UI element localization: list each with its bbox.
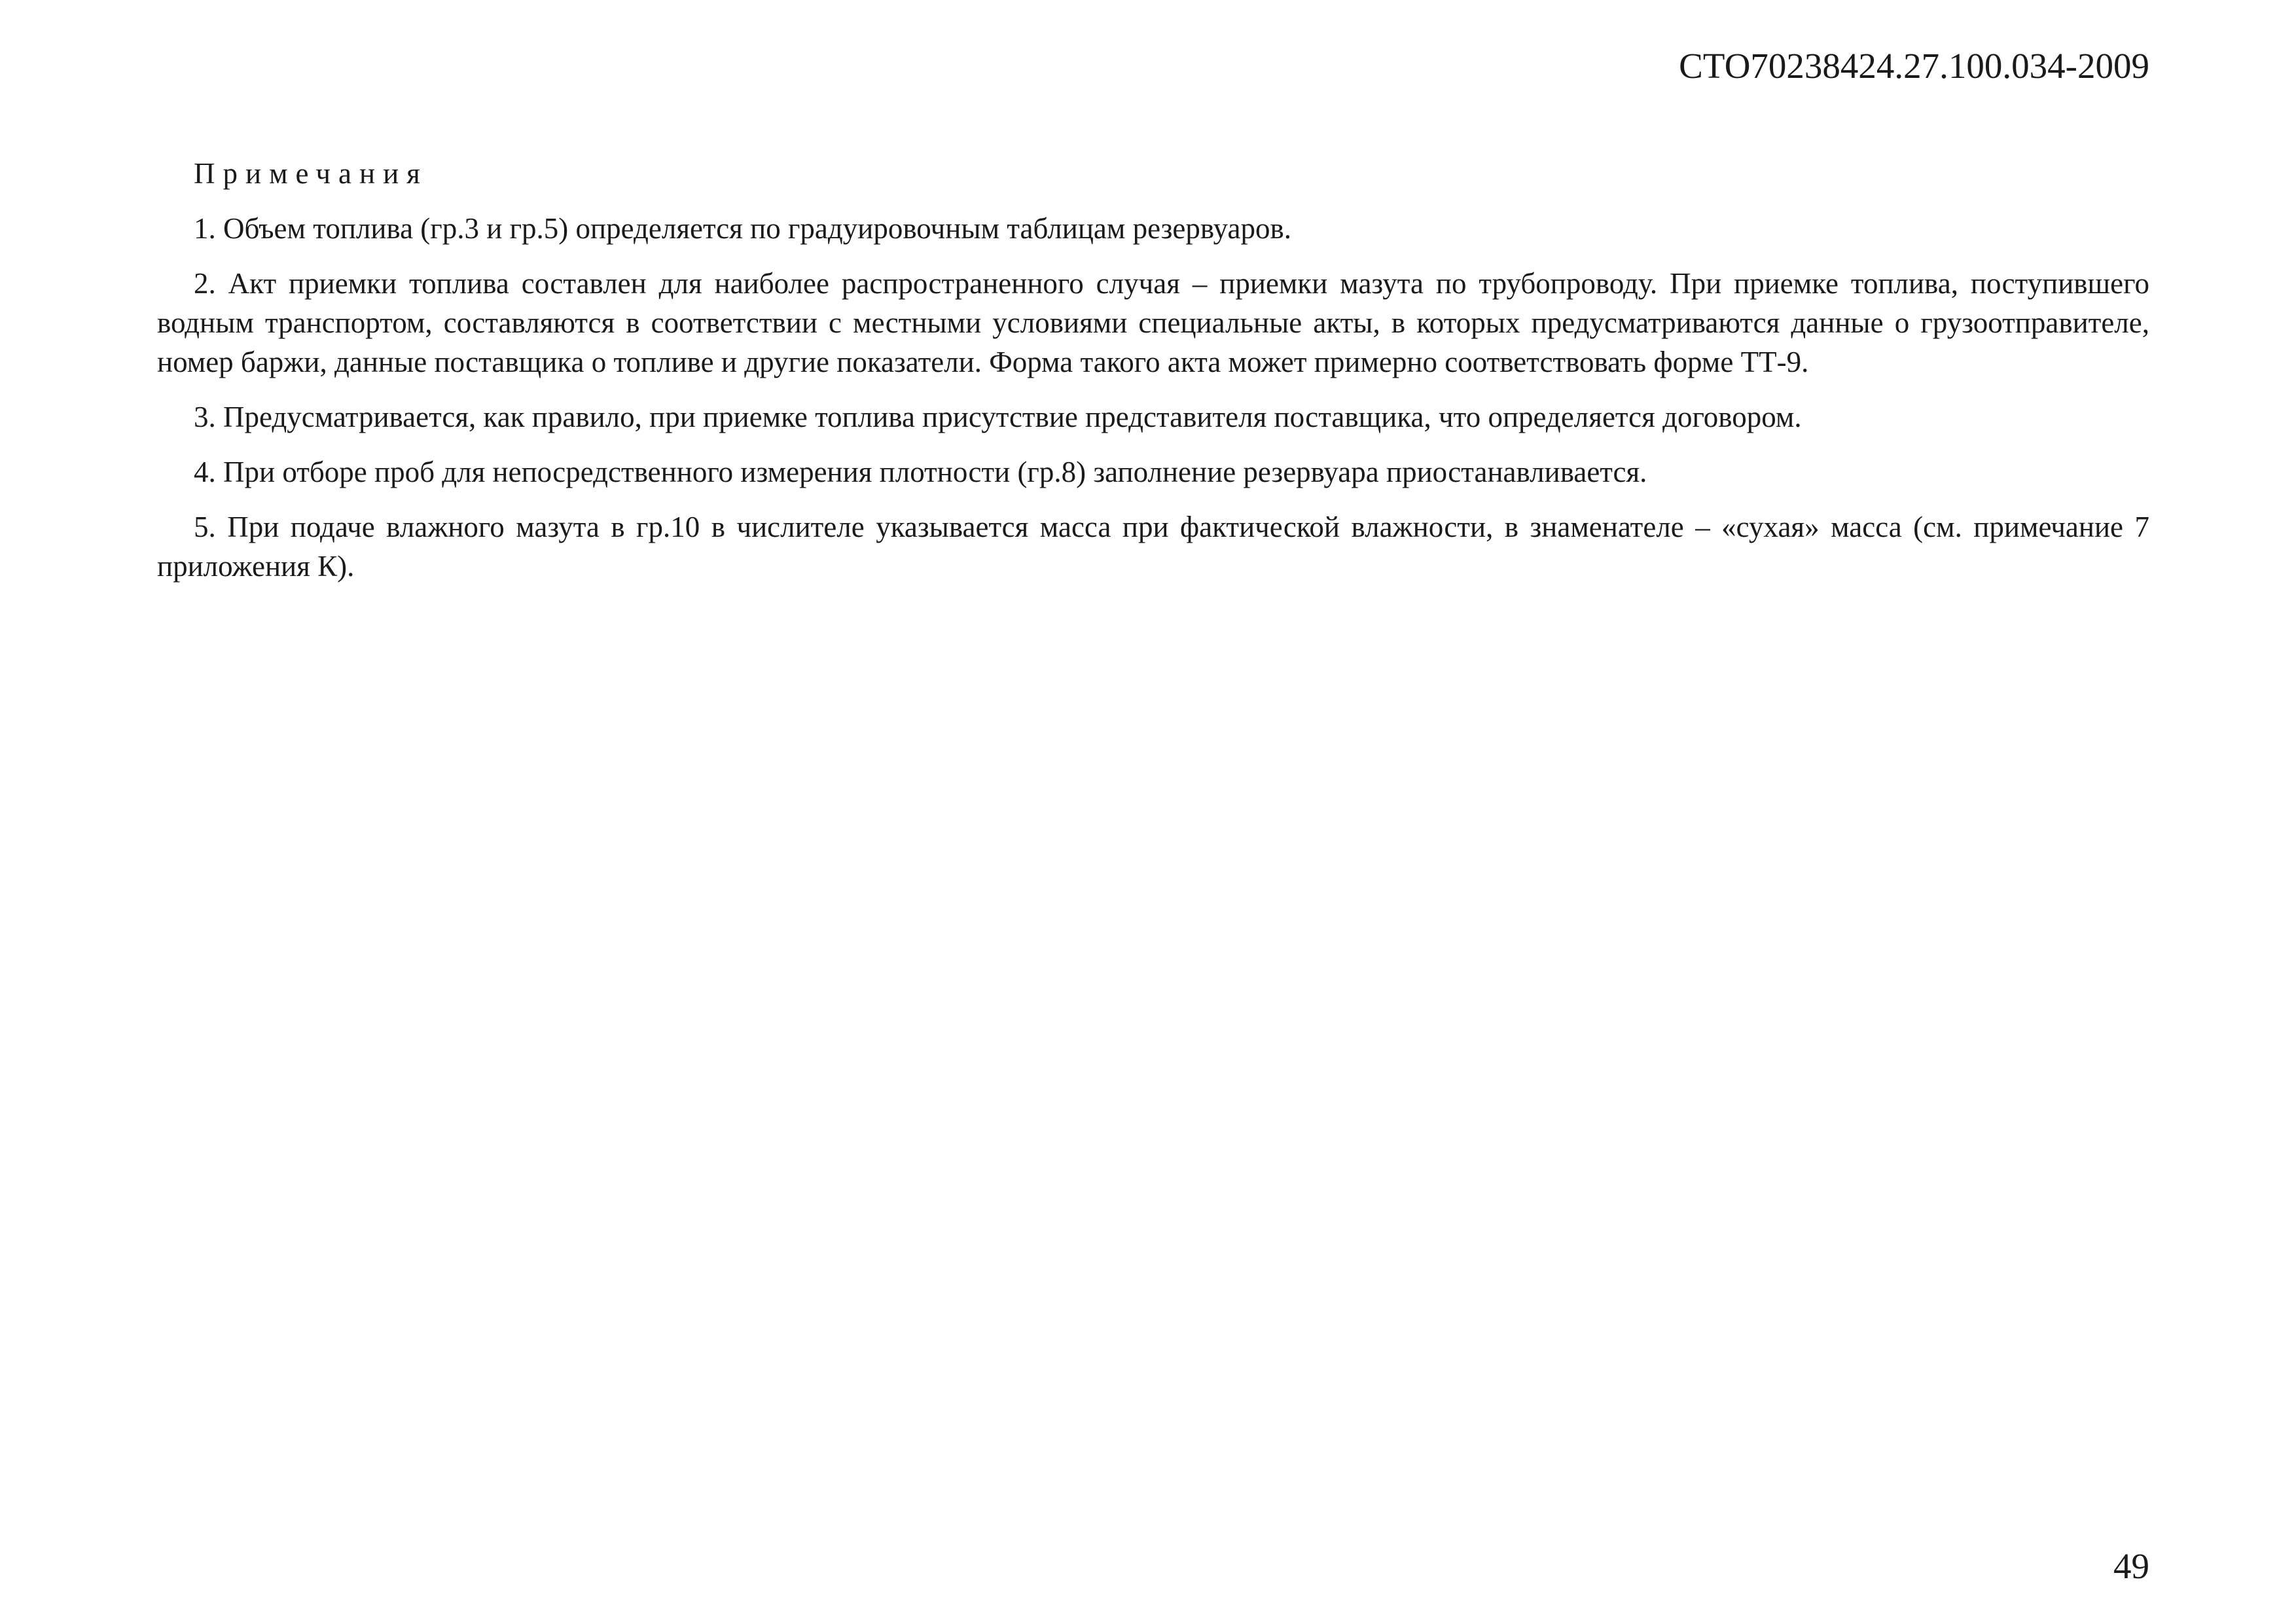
document-code: СТО70238424.27.100.034-2009 (1679, 46, 2149, 86)
note-item-3: 3. Предусматривается, как правило, при приемке топлива присутствие представителя поставщика, что определяется договором. (194, 401, 1802, 433)
note-item-4: 4. При отборе проб для непосредственного измерения плотности (гр.8) заполнение резервуара приостанавливается. (194, 456, 1647, 488)
note-item-5: 5. При подаче влажного мазута в гр.10 в числителе указывается масса при фактической влажности, в знаменателе – «сухая» масса (см. примечание 7 приложения К). (157, 511, 2149, 583)
note-item-1: 1. Объем топлива (гр.3 и гр.5) определяется по градуировочным таблицам резервуаров. (194, 212, 1291, 245)
notes-title: Примечания (194, 157, 428, 190)
page-number: 49 (2113, 1546, 2149, 1586)
note-item-2: 2. Акт приемки топлива составлен для наиболее распространенного случая – приемки мазута по трубопроводу. При приемке топлива, поступившего водным транспортом, составляются в соответствии с местными условиями специальные акты, в которых предусматриваются данные о грузоотправителе, номер баржи, данные поставщика о топливе и другие показатели. Форма такого акта может примерно соответствовать форме ТТ-9. (157, 267, 2149, 378)
notes-section (157, 154, 2149, 602)
